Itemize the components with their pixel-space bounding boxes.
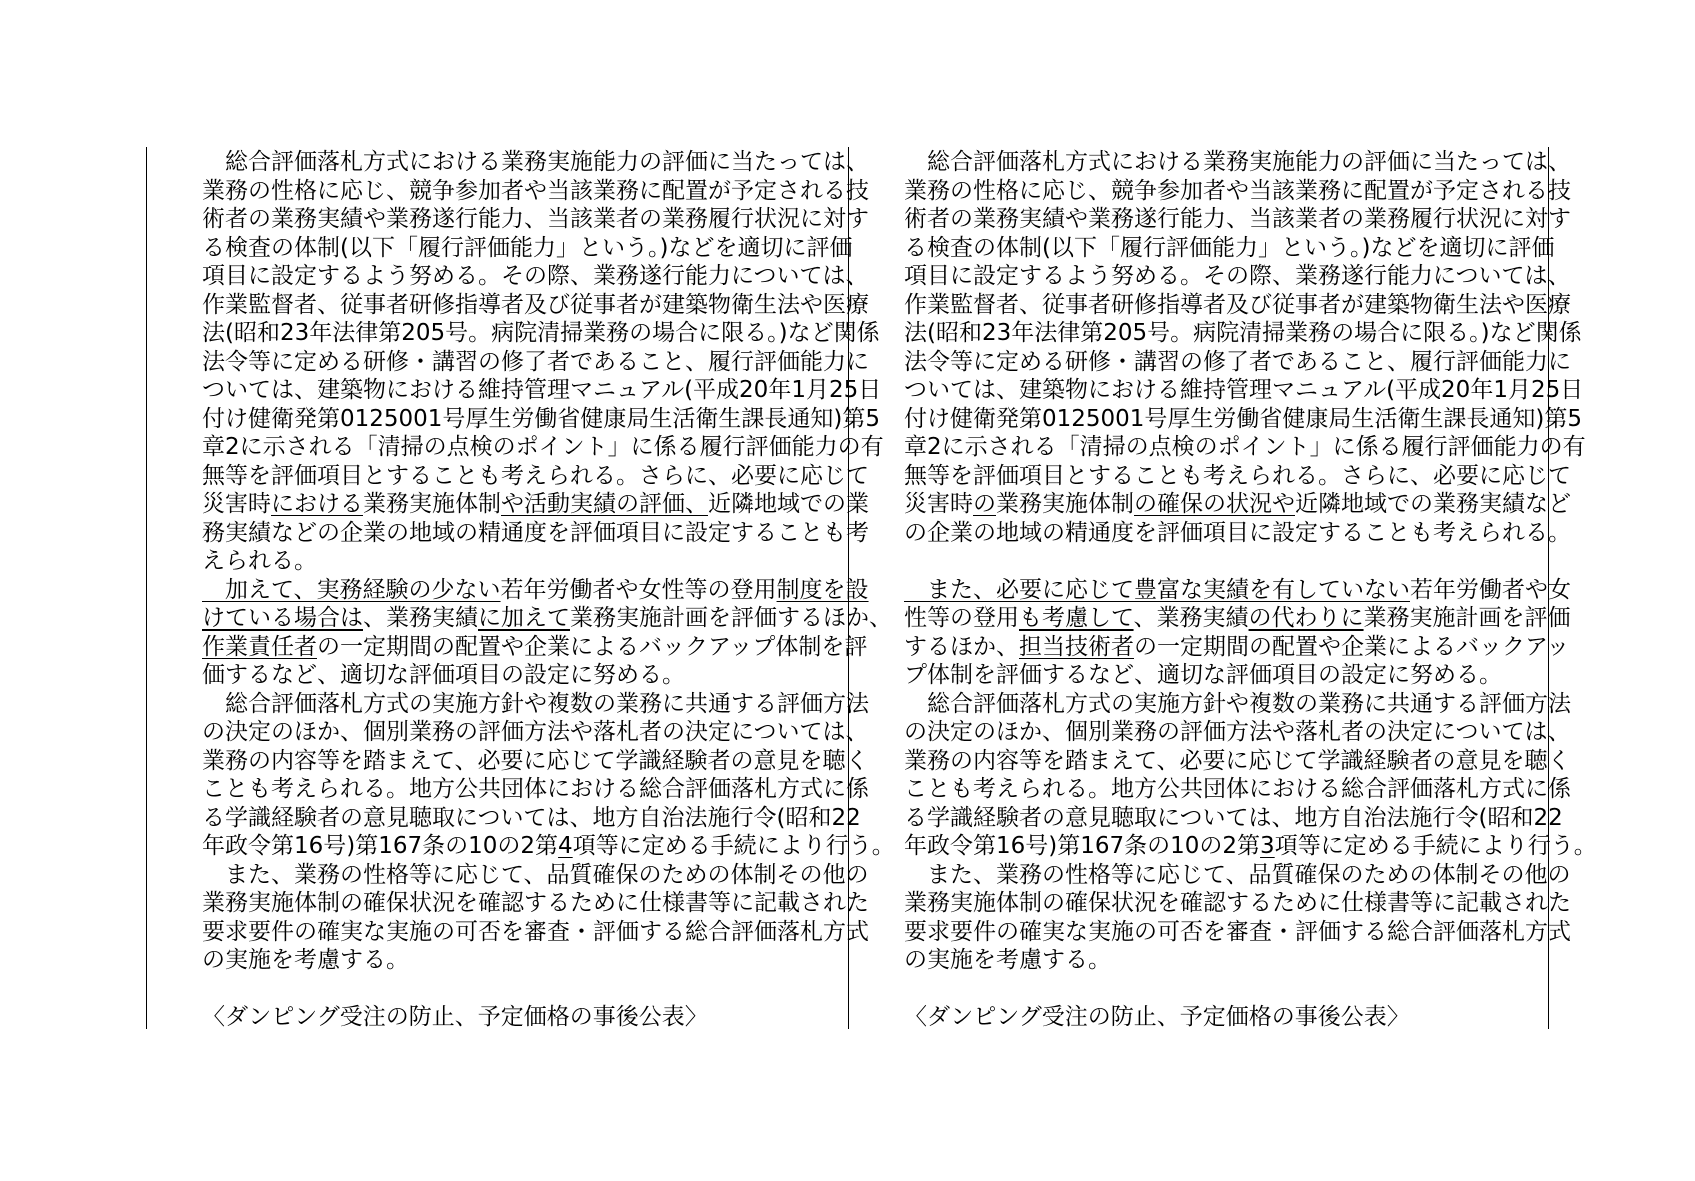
text-segment: えられる。 — [202, 548, 317, 574]
text-segment: 年政令第16号)第167条の10の2第 — [202, 833, 559, 859]
text-line — [904, 775, 1571, 804]
text-segment: 作業監督者、従事者研修指導者及び従事者が建築物衛生法や医療 — [202, 291, 869, 318]
text-segment: 術者の業務実績や業務遂行能力、当該業者の業務履行状況に対す — [202, 206, 869, 232]
text-line — [904, 205, 1571, 234]
text-segment: 要求要件の確実な実施の可否を審査・評価する総合評価落札方式 — [202, 918, 869, 945]
text-line — [202, 433, 884, 462]
text-line — [202, 319, 880, 348]
text-line — [904, 348, 1571, 377]
text-line — [202, 861, 869, 890]
text-line — [202, 604, 892, 633]
text-segment: 無等を評価項目とすることも考えられる。さらに、必要に応じて — [202, 462, 869, 489]
text-segment: 項目に設定するよう努める。その際、業務遂行能力については、 — [202, 263, 869, 289]
text-line — [904, 490, 1571, 519]
text-line — [904, 918, 1571, 947]
text-segment: ことも考えられる。地方公共団体における総合評価落札方式に係 — [202, 776, 869, 802]
text-line — [904, 291, 1571, 320]
text-line — [202, 946, 836, 975]
text-segment: また、業務の性格等に応じて、品質確保のための体制その他の — [904, 861, 1571, 888]
text-line — [202, 690, 869, 719]
text-segment: 業務実施計画を評価 — [1363, 605, 1571, 631]
text-segment: また、業務の性格等に応じて、品質確保のための体制その他の — [202, 861, 869, 888]
text-segment: 近隣地域での業 — [708, 491, 869, 517]
underlined-revision-text: の代わりに — [1248, 605, 1364, 631]
text-segment: の実施を考慮する。 — [904, 947, 1111, 973]
text-line — [904, 633, 1570, 662]
text-segment: するほか、 — [904, 633, 1019, 660]
text-line — [202, 462, 869, 491]
underlined-revision-text: の確保の状況や — [1134, 491, 1295, 517]
text-line — [904, 519, 1571, 548]
text-segment: 価するなど、適切な評価項目の設定に努める。 — [202, 662, 685, 688]
text-line — [904, 433, 1586, 462]
left-border-rule — [146, 147, 147, 1029]
text-line — [904, 604, 1571, 633]
text-line — [202, 775, 869, 804]
text-line — [202, 405, 881, 434]
text-line — [202, 348, 869, 377]
text-line — [202, 747, 869, 776]
text-line — [904, 747, 1571, 776]
text-segment: 総合評価落札方式の実施方針や複数の業務に共通する評価方法 — [904, 690, 1571, 717]
text-segment: 総合評価落札方式における業務実施能力の評価に当たっては、 — [904, 149, 1571, 175]
text-line — [904, 376, 1584, 405]
text-segment: 付け健衛発第0125001号厚生労働省健康局生活衛生課長通知)第5 — [904, 405, 1583, 432]
text-segment: 若年労働者や女性等の登用 — [500, 576, 777, 603]
text-segment: る学識経験者の意見聴取については、地方自治法施行令(昭和22 — [904, 804, 1563, 831]
section-heading — [904, 1003, 1538, 1032]
underlined-revision-text: 4 — [558, 833, 573, 859]
text-line — [904, 718, 1571, 747]
underlined-revision-text: や活動実績の評価、 — [501, 491, 708, 517]
text-line — [904, 234, 1555, 263]
underlined-revision-text: も考慮して — [1019, 605, 1134, 631]
text-line — [202, 718, 869, 747]
text-line — [202, 832, 895, 861]
text-segment: 〈ダンピング受注の防止、予定価格の事後公表〉 — [904, 1004, 1410, 1030]
section-heading — [202, 1003, 836, 1032]
text-line — [202, 918, 869, 947]
text-segment: の企業の地域の精通度を評価項目に設定することも考えられる。 — [904, 519, 1571, 546]
text-segment: プ体制を評価するなど、適切な評価項目の設定に努める。 — [904, 662, 1502, 688]
text-line — [202, 519, 869, 548]
text-segment: 務実績などの企業の地域の精通度を評価項目に設定することも考 — [202, 519, 869, 546]
text-line — [904, 861, 1571, 890]
text-line — [202, 661, 836, 690]
underlined-revision-text: 制度を設 — [776, 576, 869, 603]
text-segment: 業務の性格に応じ、競争参加者や当該業務に配置が予定される技 — [202, 177, 869, 204]
text-line — [202, 633, 868, 662]
right-column-revised-text — [904, 148, 1597, 1032]
text-segment: 法令等に定める研修・講習の修了者であること、履行評価能力に — [904, 348, 1571, 375]
underlined-revision-text: また、必要に応じて豊富な実績を有していない — [904, 576, 1410, 603]
text-line — [202, 148, 869, 177]
text-segment: 業務実施体制 — [363, 491, 501, 517]
text-segment: の一定期間の配置や企業によるバックアップ体制を評 — [317, 633, 868, 660]
underlined-revision-text: における — [271, 491, 363, 517]
text-segment: の決定のほか、個別業務の評価方法や落札者の決定については、 — [904, 719, 1571, 745]
blank-line — [904, 547, 1538, 576]
blank-line — [904, 975, 1538, 1004]
text-segment: 災害時 — [904, 491, 973, 517]
text-segment: る検査の体制(以下「履行評価能力」という。)などを適切に評価 — [202, 234, 853, 261]
text-line — [202, 576, 869, 605]
text-line — [202, 234, 853, 263]
text-segment: 業務実施体制 — [996, 491, 1134, 517]
text-line — [904, 576, 1571, 605]
text-segment: 要求要件の確実な実施の可否を審査・評価する総合評価落札方式 — [904, 918, 1571, 945]
text-line — [904, 832, 1597, 861]
text-segment: 近隣地域での業務実績など — [1295, 491, 1571, 517]
text-segment: ついては、建築物における維持管理マニュアル(平成20年1月25日 — [202, 377, 882, 403]
text-line — [904, 690, 1571, 719]
text-segment: の一定期間の配置や企業によるバックアッ — [1134, 633, 1570, 660]
text-segment: る検査の体制(以下「履行評価能力」という。)などを適切に評価 — [904, 234, 1555, 261]
text-segment: 術者の業務実績や業務遂行能力、当該業者の業務履行状況に対す — [904, 206, 1571, 232]
text-segment: 年政令第16号)第167条の10の2第 — [904, 833, 1261, 859]
text-segment: 総合評価落札方式の実施方針や複数の業務に共通する評価方法 — [202, 690, 869, 717]
underlined-revision-text: 加えて、実務経験の少ない — [202, 576, 501, 603]
text-segment: 項目に設定するよう努める。その際、業務遂行能力については、 — [904, 263, 1571, 289]
text-segment: 災害時 — [202, 491, 271, 517]
text-segment: 項等に定める手続により行う。 — [1274, 833, 1597, 859]
underlined-revision-text: 3 — [1260, 833, 1275, 859]
text-segment: 無等を評価項目とすることも考えられる。さらに、必要に応じて — [904, 462, 1571, 489]
text-line — [202, 205, 869, 234]
text-segment: 法令等に定める研修・講習の修了者であること、履行評価能力に — [202, 348, 869, 375]
text-segment: 総合評価落札方式における業務実施能力の評価に当たっては、 — [202, 149, 869, 175]
text-line — [202, 177, 869, 206]
text-line — [202, 547, 836, 576]
text-segment: ついては、建築物における維持管理マニュアル(平成20年1月25日 — [904, 377, 1584, 403]
text-segment: 、業務実績 — [1133, 605, 1249, 631]
underlined-revision-text: けている場合は — [202, 605, 363, 631]
text-segment: の実施を考慮する。 — [202, 947, 409, 973]
text-segment: 業務実施体制の確保状況を確認するために仕様書等に記載された — [904, 890, 1571, 916]
text-segment: 項等に定める手続により行う。 — [572, 833, 895, 859]
text-segment: 業務の性格に応じ、競争参加者や当該業務に配置が予定される技 — [904, 177, 1571, 204]
text-segment: 法(昭和23年法律第205号。病院清掃業務の場合に限る。)など関係 — [904, 320, 1582, 346]
text-segment: 若年労働者や女 — [1410, 576, 1571, 603]
underlined-revision-text: 担当技術者 — [1019, 633, 1134, 660]
text-segment: 章2に示される「清掃の点検のポイント」に係る履行評価能力の有 — [202, 434, 884, 460]
text-segment: ことも考えられる。地方公共団体における総合評価落札方式に係 — [904, 776, 1571, 802]
text-line — [904, 462, 1571, 491]
text-segment: 〈ダンピング受注の防止、予定価格の事後公表〉 — [202, 1004, 708, 1030]
text-line — [202, 490, 869, 519]
text-line — [904, 889, 1571, 918]
text-line — [202, 376, 882, 405]
text-segment: 章2に示される「清掃の点検のポイント」に係る履行評価能力の有 — [904, 434, 1586, 460]
text-segment: 業務実施体制の確保状況を確認するために仕様書等に記載された — [202, 890, 869, 916]
text-line — [904, 804, 1563, 833]
text-line — [904, 661, 1538, 690]
text-line — [904, 148, 1571, 177]
underlined-revision-text: に加えて — [478, 605, 570, 631]
text-line — [904, 405, 1583, 434]
text-segment: の決定のほか、個別業務の評価方法や落札者の決定については、 — [202, 719, 869, 745]
text-segment: 法(昭和23年法律第205号。病院清掃業務の場合に限る。)など関係 — [202, 320, 880, 346]
text-line — [202, 889, 869, 918]
text-segment: 性等の登用 — [904, 605, 1019, 631]
underlined-revision-text: 作業責任者 — [202, 633, 317, 660]
text-segment: 業務の内容等を踏まえて、必要に応じて学識経験者の意見を聴く — [904, 747, 1571, 774]
text-line — [202, 804, 861, 833]
text-segment: 付け健衛発第0125001号厚生労働省健康局生活衛生課長通知)第5 — [202, 405, 881, 432]
text-line — [904, 319, 1582, 348]
text-segment: 業務実施計画を評価するほか、 — [570, 605, 892, 631]
text-segment: 、業務実績 — [363, 605, 478, 631]
left-column-current-text — [202, 148, 895, 1032]
text-segment: る学識経験者の意見聴取については、地方自治法施行令(昭和22 — [202, 804, 861, 831]
text-segment: 業務の内容等を踏まえて、必要に応じて学識経験者の意見を聴く — [202, 747, 869, 774]
underlined-revision-text: の — [973, 491, 996, 517]
text-line — [904, 177, 1571, 206]
text-line — [904, 946, 1538, 975]
text-line — [202, 291, 869, 320]
blank-line — [202, 975, 836, 1004]
text-line — [904, 262, 1571, 291]
text-segment: 作業監督者、従事者研修指導者及び従事者が建築物衛生法や医療 — [904, 291, 1571, 318]
text-line — [202, 262, 869, 291]
